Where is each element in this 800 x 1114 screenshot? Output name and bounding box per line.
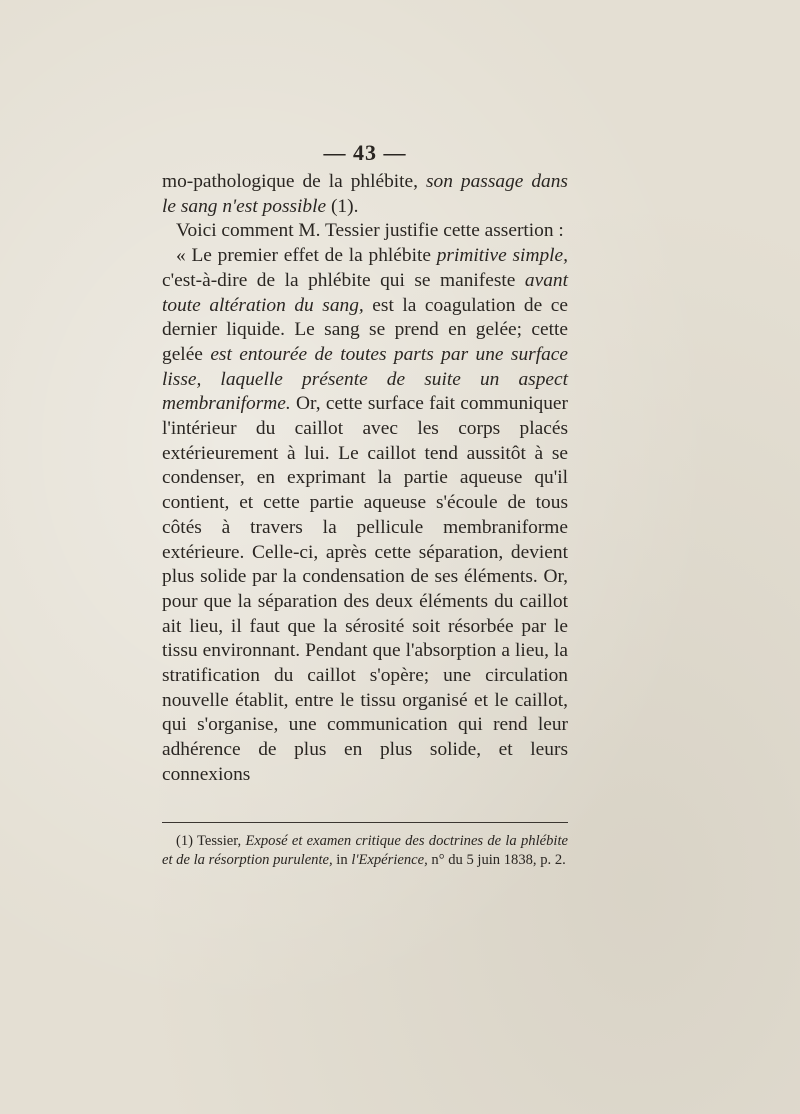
footnote-marker: (1). — [330, 195, 359, 217]
text-run: Or, cette surface fait communiquer l'intérieur du caillot avec les corps placés extérieurement à lui. Le caillot tend aussitôt à se condenser, en exprimant la partie aqueuse qu'il contient, et cette partie aqueuse s'écoule de tous côtés à travers la pellicule membraniforme extérieure. Celle-ci, après cette séparation, devient plus solide par la condensation de ses éléments. Or, pour que la séparation des deux éléments du caillot ait lieu, il faut que la sérosité soit résorbée par le tissu environnant. Pendant que l'absorption a lieu, la stratification du caillot s'opère; une circulation nouvelle établit, entre le tissu organisé et le caillot, qui s'organise, une communication qui rend leur adhérence de plus en plus solide, et leurs connexions — [162, 393, 568, 785]
text-run: mo-pathologique de la phlébite, — [162, 171, 426, 192]
italic-text-run: primitive simple, — [436, 245, 568, 267]
footnote-separator-line — [162, 822, 568, 823]
italic-text-run: Exposé et examen critique des doctrines de la phlébite et de la résorption purulente, — [162, 833, 568, 868]
italic-text-run: son passage dans le sang n'est possible — [162, 171, 568, 217]
text-run: (1) Tessier, — [176, 833, 246, 849]
italic-text-run: avant toute altération du sang, — [162, 269, 568, 316]
page-number: — 43 — — [323, 140, 407, 165]
paragraph-3-quotation — [162, 244, 568, 787]
text-run: in — [332, 852, 352, 868]
main-text-block — [162, 140, 568, 788]
paragraph-2 — [162, 219, 568, 244]
text-run: c'est-à-dire de la phlébite qui se manifeste — [162, 269, 525, 291]
paragraph-1 — [162, 170, 568, 219]
italic-text-run: l'Expérience, — [351, 852, 428, 868]
text-run: « Le premier effet de la phlébite — [176, 245, 437, 267]
footnote — [162, 832, 568, 870]
italic-text-run: est entourée de toutes parts par une surface lisse, laquelle présente de suite un aspect membraniforme. — [162, 343, 569, 415]
text-run: est la coagulation de ce dernier liquide. Le sang se prend en gelée; cette gelée — [162, 294, 568, 365]
text-run: Voici comment M. Tessier justifie cette assertion : — [176, 220, 564, 242]
text-run: n° du 5 juin 1838, p. 2. — [427, 852, 566, 868]
